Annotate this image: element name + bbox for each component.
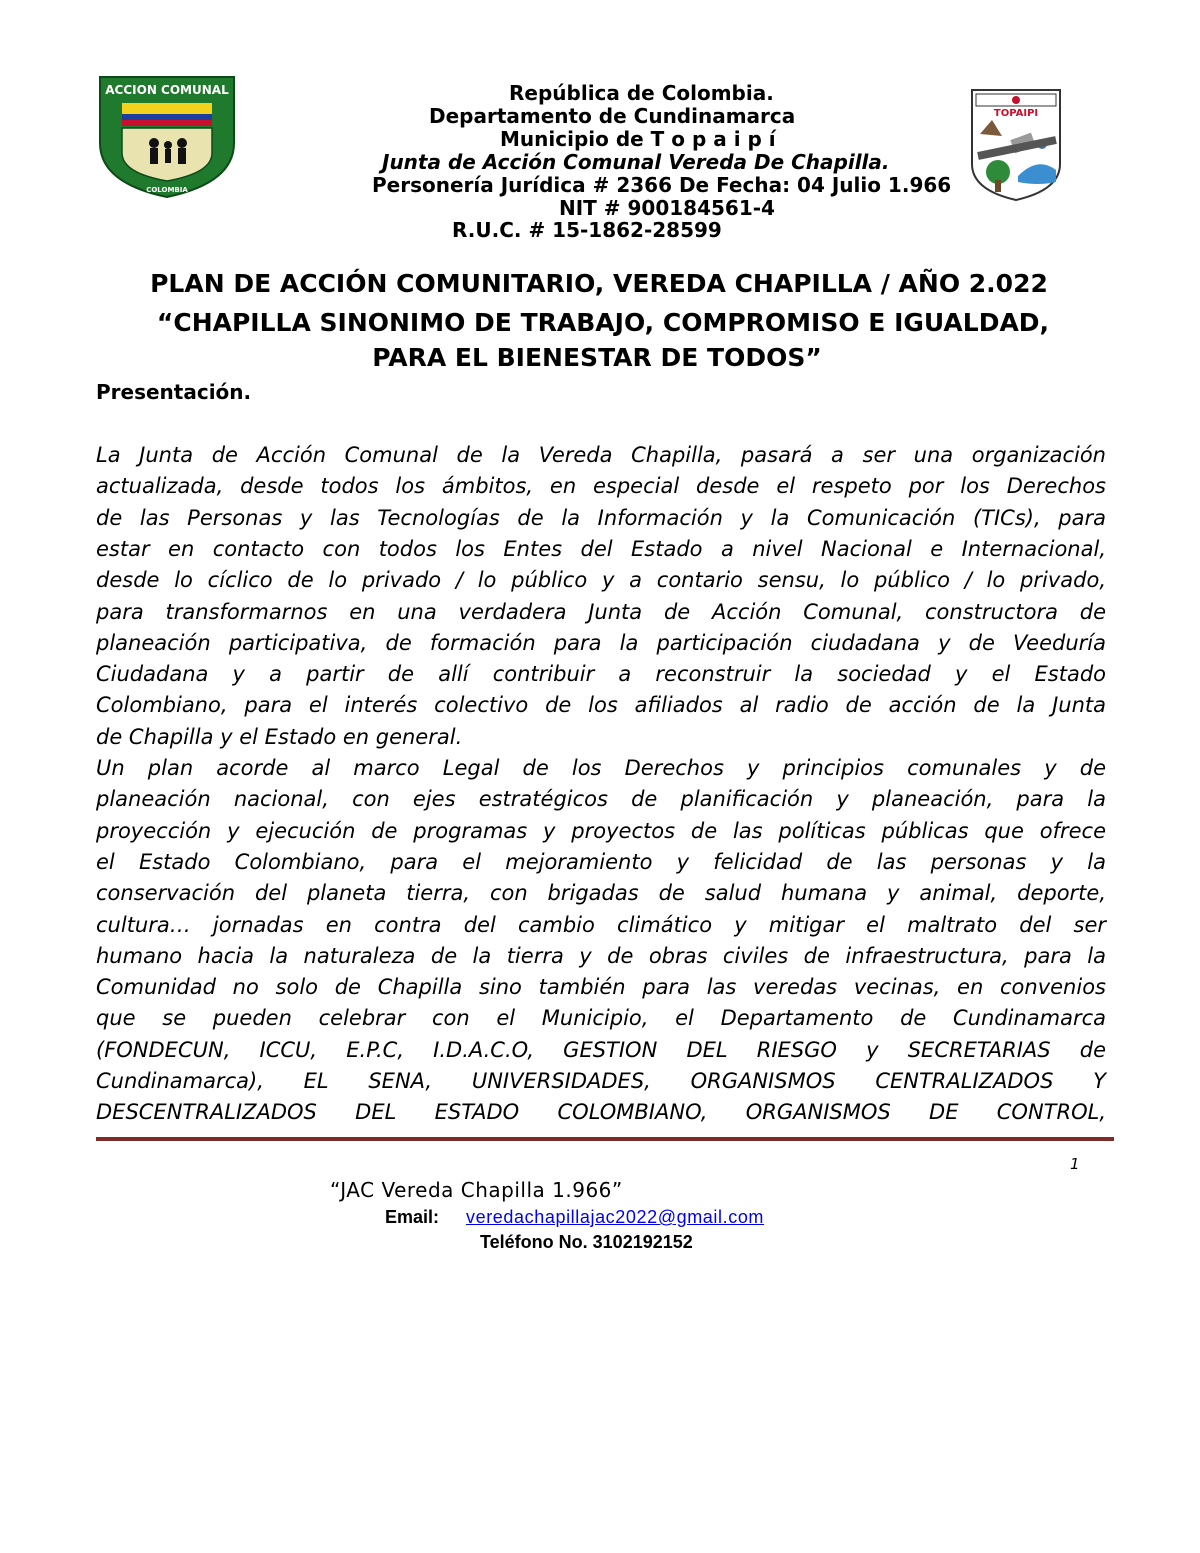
header-ruc: R.U.C. # 15-1862-28599 bbox=[452, 218, 722, 242]
section-heading: Presentación. bbox=[96, 380, 252, 404]
plan-slogan-line1: “CHAPILLA SINONIMO DE TRABAJO, COMPROMISO E IGUALDAD, bbox=[156, 308, 1050, 337]
accion-comunal-logo bbox=[96, 73, 238, 199]
body-line: Cundinamarca), EL SENA, UNIVERSIDADES, ORGANISMOS CENTRALIZADOS Y bbox=[96, 1069, 1106, 1093]
footer-slogan: “JAC Vereda Chapilla 1.966” bbox=[330, 1178, 623, 1202]
header-legal-status: Personería Jurídica # 2366 De Fecha: 04 Julio 1.966 bbox=[372, 173, 952, 197]
body-line: de las Personas y las Tecnologías de la Información y la Comunicación (TICs), para bbox=[96, 505, 1106, 530]
logo-left-bottom: COLOMBIA bbox=[146, 186, 188, 194]
footer-email-label: Email: bbox=[385, 1207, 440, 1227]
footer-phone: Teléfono No. 3102192152 bbox=[480, 1232, 693, 1252]
body-line: actualizada, desde todos los ámbitos, en especial desde el respeto por los Derechos bbox=[96, 474, 1106, 499]
header-country: República de Colombia. bbox=[509, 81, 774, 105]
body-line: Un plan acorde al marco Legal de los Derechos y principios comunales y de bbox=[96, 756, 1106, 780]
body-line: desde lo cíclico de lo privado / lo público y a contario sensu, lo público / lo privado, bbox=[96, 568, 1106, 593]
logo-left-title: ACCION COMUNAL bbox=[105, 83, 229, 97]
body-line: Ciudadana y a partir de allí contribuir a reconstruir la sociedad y el Estado bbox=[96, 662, 1106, 687]
body-line: DESCENTRALIZADOS DEL ESTADO COLOMBIANO, ORGANISMOS DE CONTROL, bbox=[96, 1100, 1106, 1125]
body-line: Comunidad no solo de Chapilla sino también para las veredas vecinas, en convenios bbox=[96, 975, 1106, 1000]
body-line: proyección y ejecución de programas y proyectos de las políticas públicas que ofrece bbox=[96, 818, 1106, 843]
body-line: estar en contacto con todos los Entes del Estado a nivel Nacional e Internacional, bbox=[96, 536, 1106, 561]
plan-title: PLAN DE ACCIÓN COMUNITARIO, VEREDA CHAPILLA / AÑO 2.022 bbox=[150, 269, 1048, 298]
body-line: que se pueden celebrar con el Municipio, el Departamento de Cundinamarca bbox=[96, 1006, 1106, 1031]
body-line: conservación del planeta tierra, con brigadas de salud humana y animal, deporte, bbox=[96, 881, 1106, 906]
body-line: de Chapilla y el Estado en general. bbox=[96, 724, 463, 749]
header-department: Departamento de Cundinamarca bbox=[429, 104, 796, 128]
body-line: Colombiano, para el interés colectivo de los afiliados al radio de acción de la Junta bbox=[96, 693, 1106, 718]
body-line: (FONDECUN, ICCU, E.P.C, I.D.A.C.O, GESTION DEL RIESGO y SECRETARIAS de bbox=[96, 1037, 1106, 1062]
body-line: La Junta de Acción Comunal de la Vereda Chapilla, pasará a ser una organización bbox=[96, 443, 1106, 467]
header-organization: Junta de Acción Comunal Vereda De Chapilla. bbox=[382, 150, 890, 174]
topaipi-logo bbox=[968, 86, 1064, 204]
header-municipality: Municipio de T o p a i p í bbox=[500, 127, 776, 151]
body-line: cultura… jornadas en contra del cambio climático y mitigar el maltrato del ser bbox=[96, 912, 1106, 937]
body-line: planeación participativa, de formación para la participación ciudadana y de Veeduría bbox=[96, 630, 1106, 655]
header-nit: NIT # 900184561-4 bbox=[559, 196, 775, 220]
page-number: 1 bbox=[1070, 1155, 1080, 1173]
plan-slogan-line2: PARA EL BIENESTAR DE TODOS” bbox=[372, 343, 822, 372]
body-line: humano hacia la naturaleza de la tierra y de obras civiles de infraestructura, para la bbox=[96, 943, 1106, 968]
body-line: para transformarnos en una verdadera Junta de Acción Comunal, constructora de bbox=[96, 599, 1106, 624]
body-line: planeación nacional, con ejes estratégicos de planificación y planeación, para la bbox=[96, 787, 1106, 812]
footer-divider bbox=[96, 1137, 1114, 1141]
body-line: el Estado Colombiano, para el mejoramiento y felicidad de las personas y la bbox=[96, 849, 1106, 874]
footer-email-link[interactable]: veredachapillajac2022@gmail.com bbox=[466, 1207, 765, 1227]
logo-right-title: TOPAIPI bbox=[993, 108, 1039, 119]
